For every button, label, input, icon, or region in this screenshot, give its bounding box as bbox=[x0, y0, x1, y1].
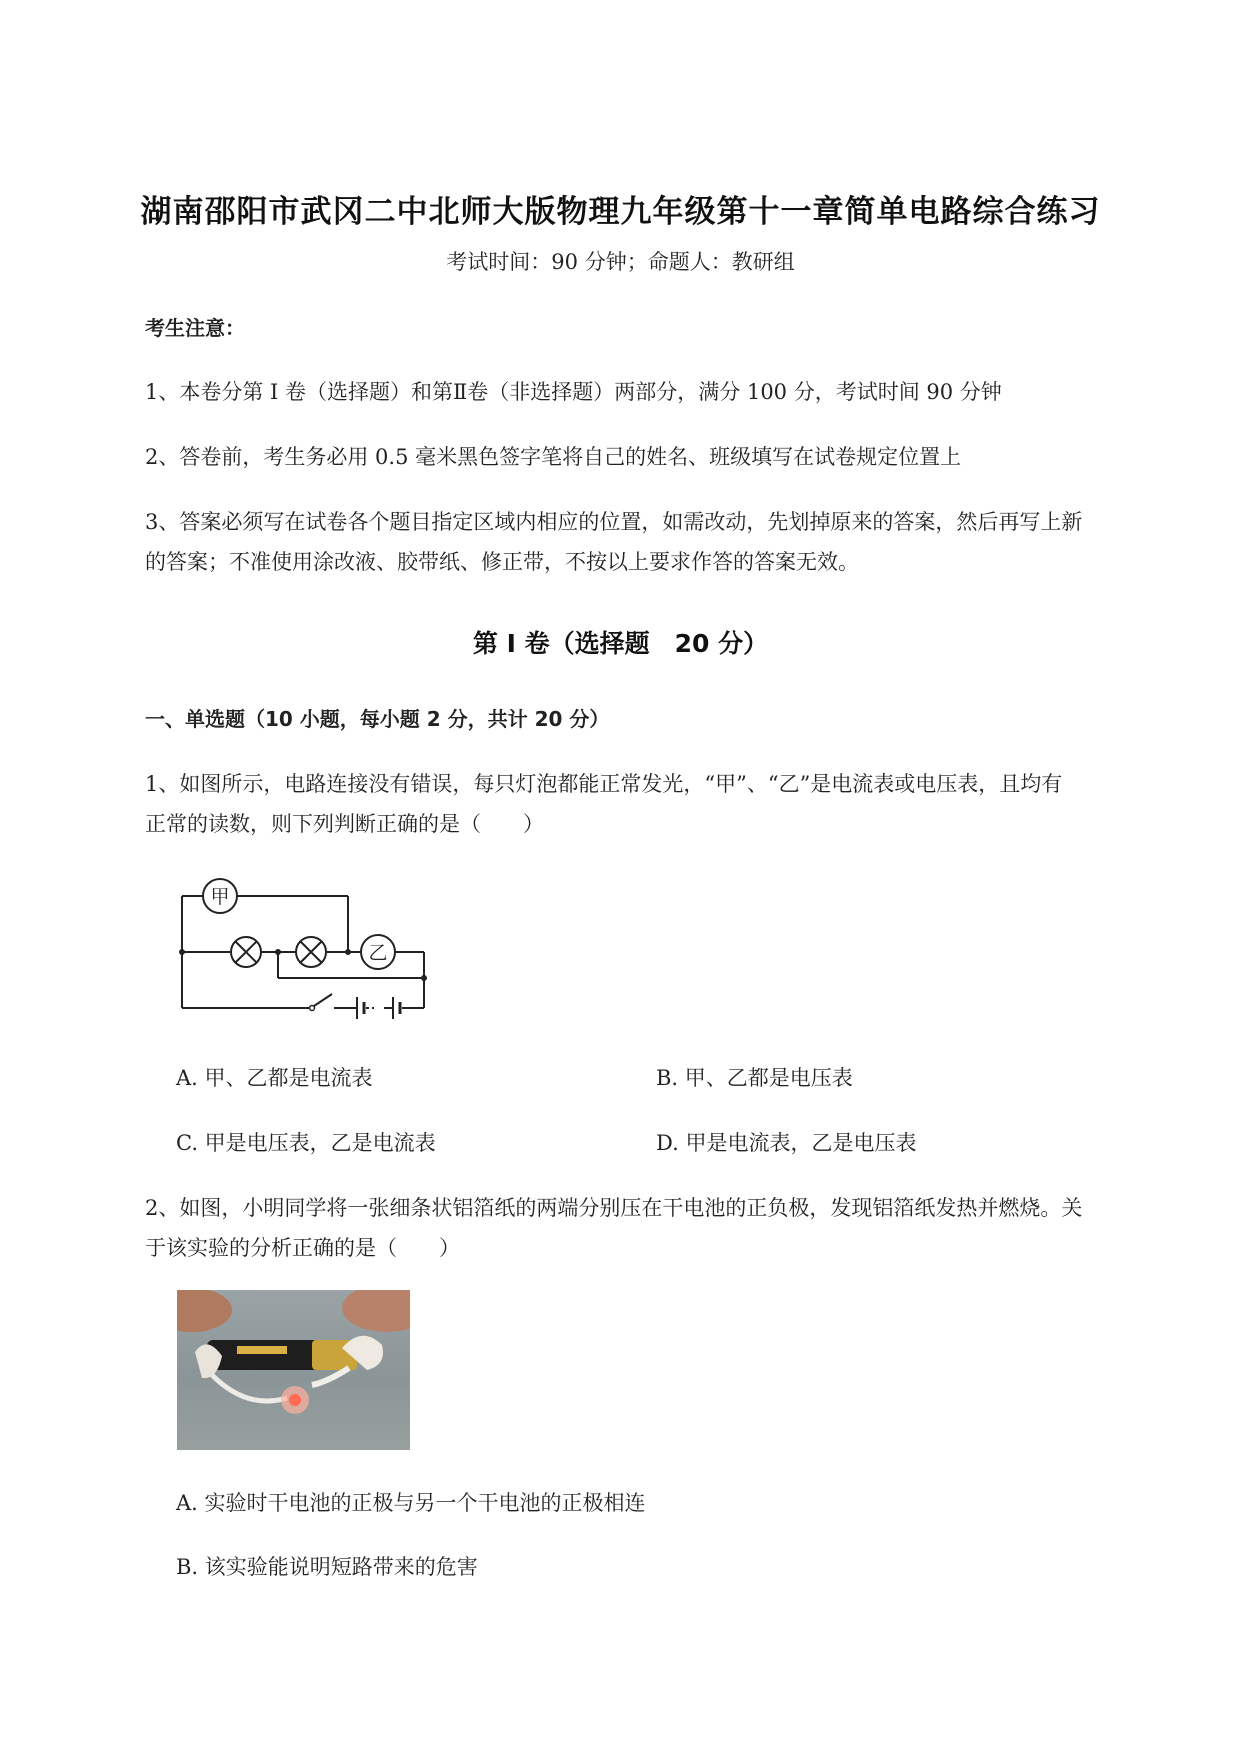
notice-item: 2、答卷前，考生务必用 0.5 毫米黑色签字笔将自己的姓名、班级填写在试卷规定位置上 bbox=[145, 445, 962, 469]
option-b[interactable]: B. 该实验能说明短路带来的危害 bbox=[176, 1555, 478, 1579]
notice-heading: 考生注意： bbox=[145, 316, 245, 340]
option-d[interactable]: D. 甲是电流表，乙是电压表 bbox=[656, 1131, 917, 1155]
option-c[interactable]: C. 甲是电压表，乙是电流表 bbox=[176, 1131, 436, 1155]
question-1-text: 1、如图所示，电路连接没有错误，每只灯泡都能正常发光，“甲”、“乙”是电流表或电压表，且均有 bbox=[145, 772, 1063, 796]
option-a[interactable]: A. 甲、乙都是电流表 bbox=[176, 1066, 373, 1090]
circuit-diagram bbox=[170, 872, 440, 1022]
meter-b-label: 乙 bbox=[368, 942, 388, 964]
option-b[interactable]: B. 甲、乙都是电压表 bbox=[656, 1066, 853, 1090]
part-heading: 一、单选题（10 小题，每小题 2 分，共计 20 分） bbox=[145, 707, 610, 731]
notice-item: 3、答案必须写在试卷各个题目指定区域内相应的位置，如需改动，先划掉原来的答案，然后再写上新 bbox=[145, 510, 1083, 534]
section-title: 第 I 卷（选择题 20 分） bbox=[472, 629, 769, 658]
exam-info: 考试时间：90 分钟；命题人：教研组 bbox=[446, 250, 795, 274]
page-title: 湖南邵阳市武冈二中北师大版物理九年级第十一章简单电路综合练习 bbox=[140, 194, 1101, 230]
option-a[interactable]: A. 实验时干电池的正极与另一个干电池的正极相连 bbox=[176, 1491, 646, 1515]
question-2-text: 于该实验的分析正确的是（ ） bbox=[145, 1236, 460, 1260]
meter-a-label: 甲 bbox=[210, 886, 230, 908]
experiment-photo bbox=[177, 1290, 410, 1450]
question-1-text: 正常的读数，则下列判断正确的是（ ） bbox=[145, 812, 544, 836]
question-2-text: 2、如图，小明同学将一张细条状铝箔纸的两端分别压在干电池的正负极，发现铝箔纸发热并燃烧。关 bbox=[145, 1196, 1083, 1220]
notice-item: 1、本卷分第 I 卷（选择题）和第Ⅱ卷（非选择题）两部分，满分 100 分，考试时间 90 分钟 bbox=[145, 380, 1002, 404]
notice-item: 的答案；不准使用涂改液、胶带纸、修正带，不按以上要求作答的答案无效。 bbox=[145, 550, 859, 574]
